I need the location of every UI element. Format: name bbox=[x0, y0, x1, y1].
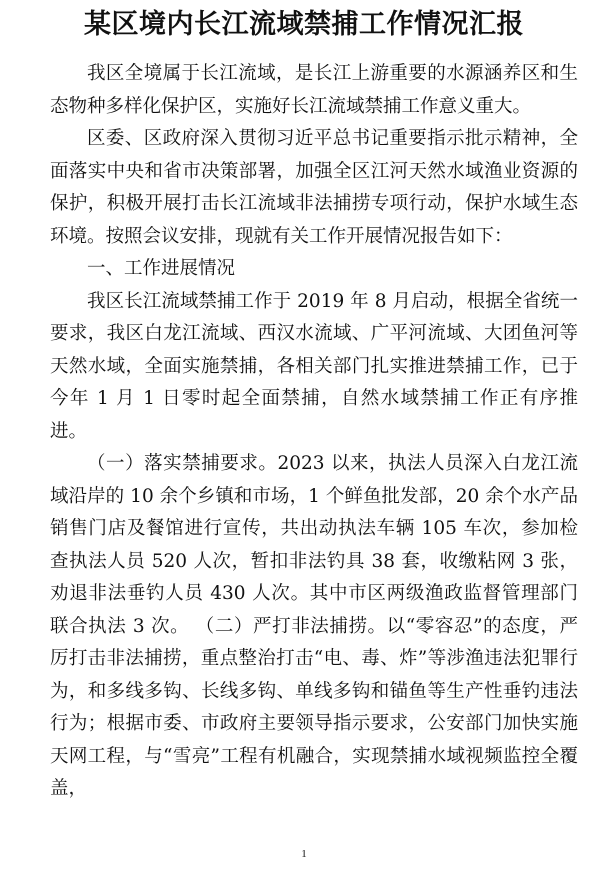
paragraph-measures: （一）落实禁捕要求。2023 以来，执法人员深入白龙江流域沿岸的 10 余个乡镇和市场，1 个鲜鱼批发部，20 余个水产品销售门店及餐馆进行宣传，共出动执法车辆 105 车次，参加检查执法人员 520 人次，暂扣非法钓具 38 套，收缴粘网 3 张，劝退非法垂钓人员 430 人次。其中市区两级渔政监督管理部门联合执法 3 次。 （二）严打非法捕捞。以“零容忍”的态度，严厉打击非法捕捞，重点整治打击“电、毒、炸”等涉渔违法犯罪行为，和多线多钩、长线多钩、单线多钩和锚鱼等生产性垂钓违法行为；根据市委、市政府主要领导指示要求，公安部门加快实施天网工程，与“雪亮”工程有机融合，实现禁捕水域视频监控全覆盖， bbox=[50, 453, 578, 799]
document-title: 某区境内长江流域禁捕工作情况汇报 bbox=[84, 9, 524, 40]
page-number: 1 bbox=[301, 848, 307, 860]
paragraph-progress: 我区长江流域禁捕工作于 2019 年 8 月启动，根据全省统一要求，我区白龙江流域、西汉水流域、广平河流域、大团鱼河等天然水域，全面实施禁捕，各相关部门扎实推进禁捕工作，已于今年 1 月 1 日零时起全面禁捕，自然水域禁捕工作正有序推进。 bbox=[50, 290, 578, 442]
paragraph-background: 区委、区政府深入贯彻习近平总书记重要指示批示精神，全面落实中央和省市决策部署，加强全区江河天然水域渔业资源的保护，积极开展打击长江流域非法捕捞专项行动，保护水域生态环境。按照会议安排，现就有关工作开展情况报告如下： bbox=[50, 128, 578, 247]
paragraph-intro: 我区全境属于长江流域，是长江上游重要的水源涵养区和生态物种多样化保护区，实施好长江流域禁捕工作意义重大。 bbox=[50, 63, 578, 117]
document-body bbox=[50, 58, 578, 806]
section-heading: 一、工作进展情况 bbox=[87, 258, 236, 279]
